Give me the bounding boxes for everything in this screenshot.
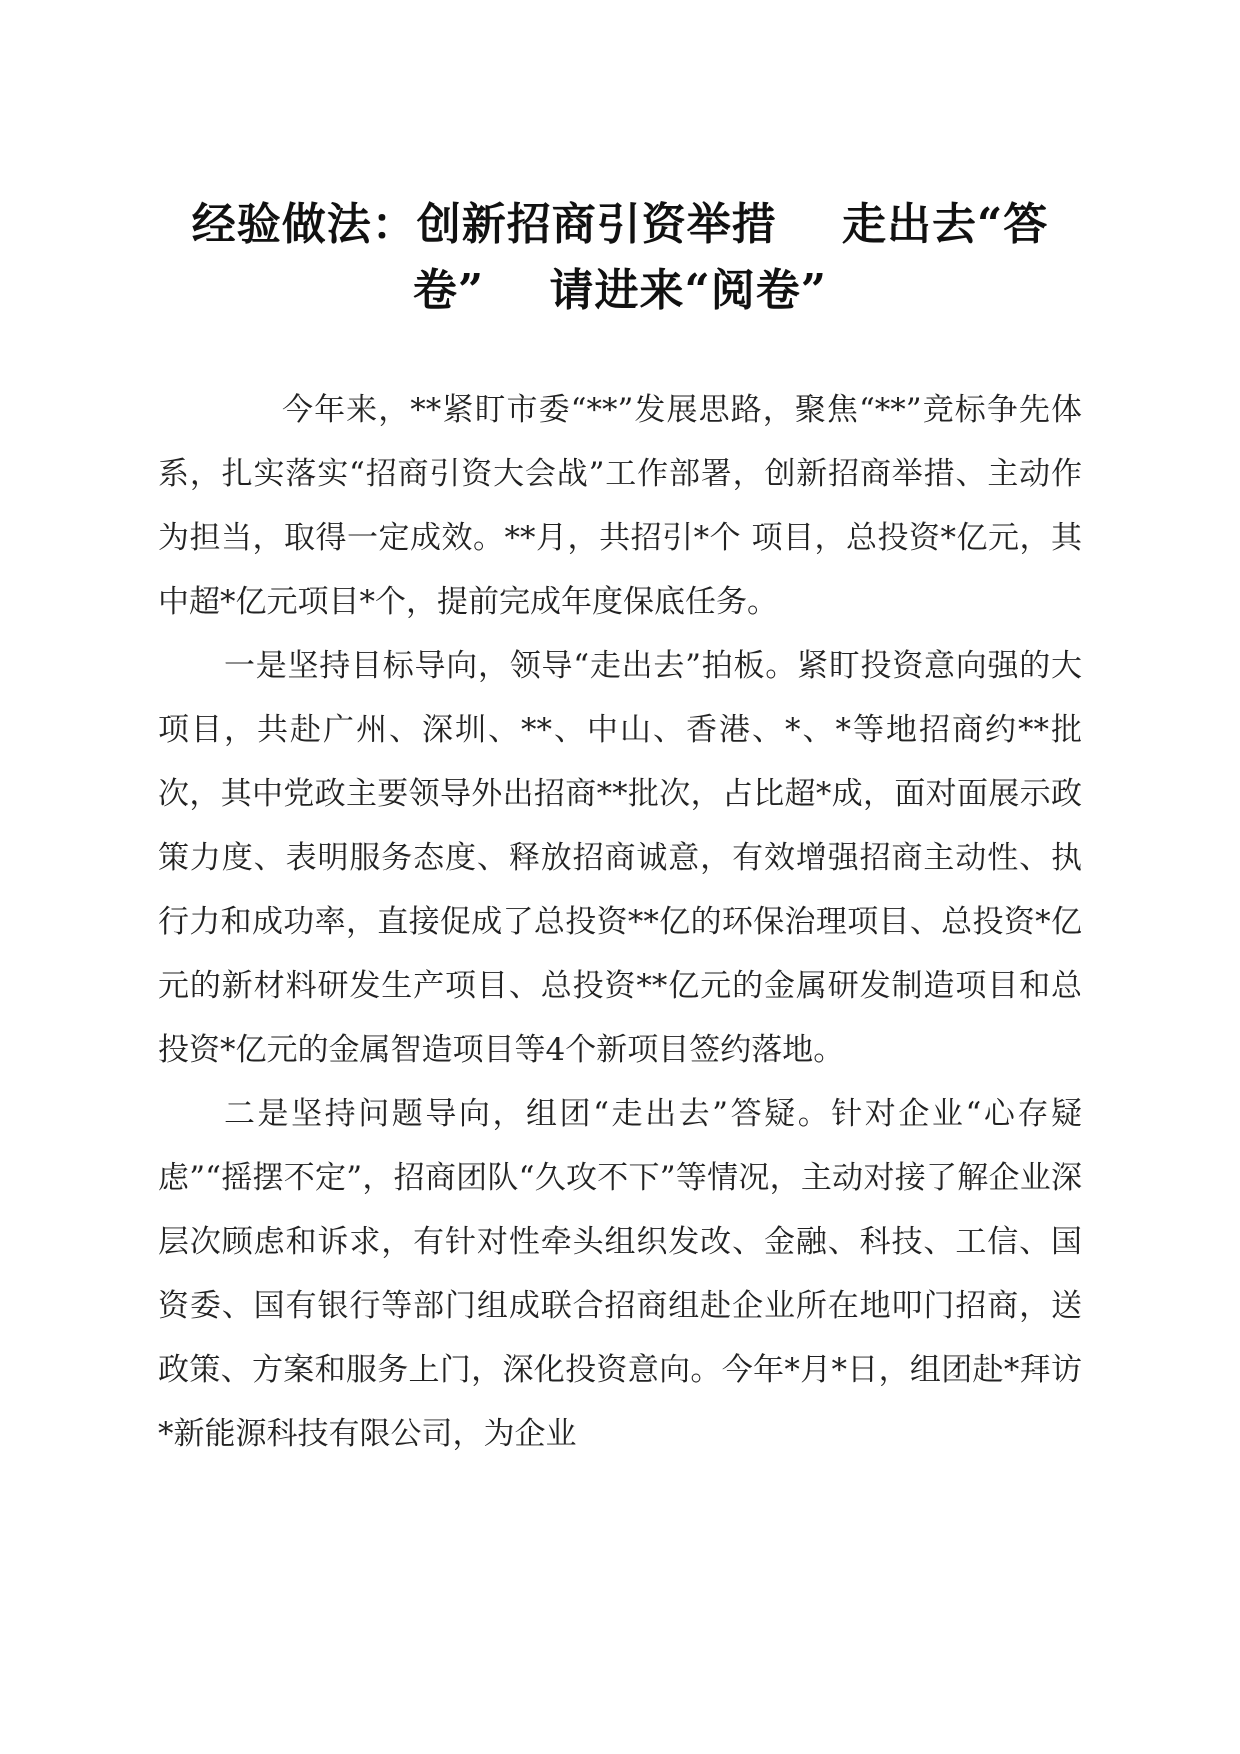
paragraph-problem-oriented: 二是坚持问题导向，组团“走出去”答疑。针对企业“心存疑虑”“摇摆不定”，招商团队“久攻不下”等情况，主动对接了解企业深层次顾虑和诉求，有针对性牵头组织发改、金融、科技、工信、国资委、国有银行等部门组成联合招商组赴企业所在地叩门招商，送政策、方案和服务上门，深化投资意向。今年*月*日，组团赴*拜访*新能源科技有限公司，为企业 [158,1096,1082,1452]
document-body [158,378,1082,1466]
paragraph-intro: 今年来，**紧盯市委“**”发展思路，聚焦“**”竞标争先体系，扎实落实“招商引资大会战”工作部署，创新招商举措、主动作为担当，取得一定成效。**月，共招引*个 项目，总投资*亿元，其中超*亿元项目*个，提前完成年度保底任务。 [158,392,1082,620]
title-line-2: 卷” 请进来“阅卷” [412,265,828,316]
document-title [150,192,1090,324]
paragraph-goal-oriented: 一是坚持目标导向，领导“走出去”拍板。紧盯投资意向强的大项目，共赴广州、深圳、**、中山、香港、*、*等地招商约**批次，其中党政主要领导外出招商**批次，占比超*成，面对面展示政策力度、表明服务态度、释放招商诚意，有效增强招商主动性、执行力和成功率，直接促成了总投资**亿的环保治理项目、总投资*亿元的新材料研发生产项目、总投资**亿元的金属研发制造项目和总投资*亿元的金属智造项目等4个新项目签约落地。 [158,648,1082,1068]
title-line-1: 经验做法：创新招商引资举措 走出去“答 [191,199,1049,250]
